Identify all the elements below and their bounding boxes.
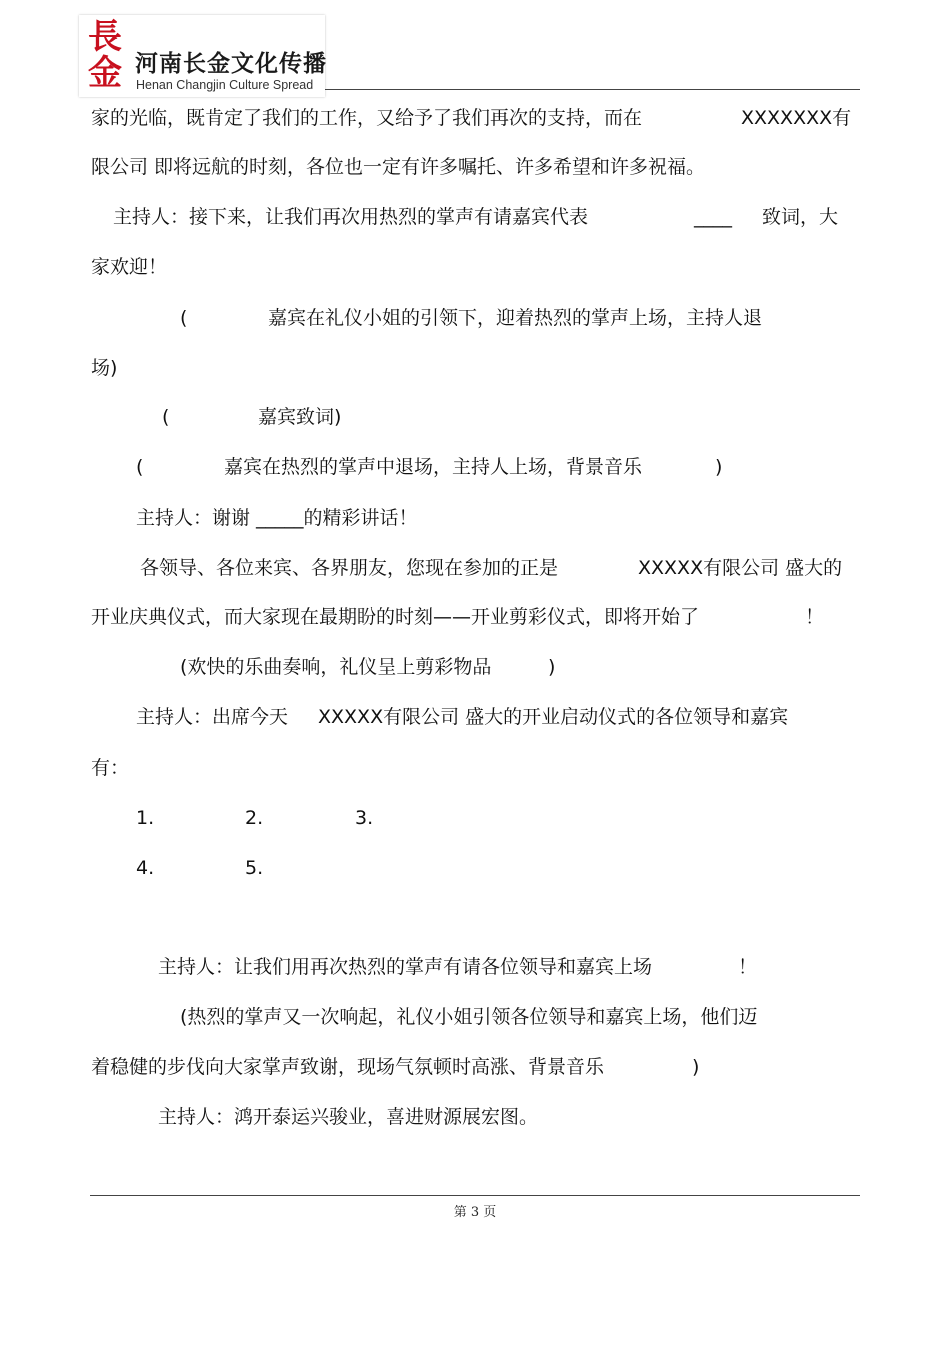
- stage-direction: 嘉宾在礼仪小姐的引领下，迎着热烈的掌声上场，主持人退: [268, 307, 763, 329]
- logo-mark: [85, 19, 125, 93]
- stage-direction-close: ): [548, 656, 556, 678]
- blank-underline: ____: [694, 206, 732, 228]
- host-line: 主持人：出席今天: [136, 706, 289, 728]
- stage-direction: 嘉宾致词): [258, 406, 342, 428]
- stage-direction-open: (: [136, 456, 144, 478]
- host-line: 主持人：鸿开泰运兴骏业，喜进财源展宏图。: [158, 1106, 539, 1128]
- paragraph-line: 家的光临，既肯定了我们的工作，又给予了我们再次的支持，而在: [91, 107, 643, 129]
- list-number: 2.: [245, 807, 264, 829]
- stage-direction-close: ): [692, 1056, 700, 1078]
- host-line: 主持人：接下来，让我们再次用热烈的掌声有请嘉宾代表: [113, 206, 589, 228]
- page-number: 第 3 页: [453, 1205, 497, 1220]
- paragraph-line: ！: [738, 956, 758, 978]
- paragraph-line: ！: [805, 606, 825, 628]
- placeholder-company: XXXXX有限公司 盛大的开业启动仪式的各位领导和嘉宾: [318, 706, 789, 728]
- paragraph-line: 各领导、各位来宾、各界朋友，您现在参加的正是: [140, 557, 559, 579]
- company-name-cn: 河南长金文化传播: [135, 50, 327, 77]
- stage-direction-open: (: [180, 307, 188, 329]
- paragraph-line: 限公司 即将远航的时刻，各位也一定有许多嘱托、许多希望和许多祝福。: [91, 156, 706, 178]
- paragraph-line: 家欢迎！: [91, 256, 168, 278]
- stage-direction: 场): [91, 357, 118, 379]
- host-line: 主持人：让我们用再次热烈的掌声有请各位领导和嘉宾上场: [158, 956, 653, 978]
- paragraph-line: 开业庆典仪式，而大家现在最期盼的时刻——开业剪彩仪式，即将开始了: [91, 606, 700, 628]
- footer-rule: [90, 1195, 860, 1196]
- logo-glyph-bottom: 金: [88, 53, 122, 93]
- host-line: 主持人：谢谢 _____的精彩讲话！: [136, 507, 418, 529]
- paragraph-line: 致词，大: [762, 206, 839, 228]
- stage-direction: (热烈的掌声又一次响起，礼仪小姐引领各位领导和嘉宾上场，他们迈: [180, 1006, 758, 1028]
- placeholder-company: XXXXX有限公司 盛大的: [638, 557, 843, 579]
- stage-direction-open: (: [162, 406, 170, 428]
- list-number: 1.: [136, 807, 155, 829]
- list-number: 4.: [136, 857, 155, 879]
- logo-glyph-top: 長: [88, 17, 122, 57]
- stage-direction: 着稳健的步伐向大家掌声致谢，现场气氛顿时高涨、背景音乐: [91, 1056, 605, 1078]
- paragraph-line: 有：: [91, 757, 130, 779]
- list-number: 5.: [245, 857, 264, 879]
- placeholder-company: XXXXXXX有: [741, 107, 852, 129]
- company-logo: [79, 15, 325, 97]
- stage-direction-close: ): [715, 456, 723, 478]
- header-rule: [325, 89, 860, 90]
- company-name-en: Henan Changjin Culture Spread: [136, 78, 314, 92]
- stage-direction: (欢快的乐曲奏响，礼仪呈上剪彩物品: [180, 656, 492, 678]
- stage-direction: 嘉宾在热烈的掌声中退场，主持人上场，背景音乐: [224, 456, 643, 478]
- list-number: 3.: [355, 807, 374, 829]
